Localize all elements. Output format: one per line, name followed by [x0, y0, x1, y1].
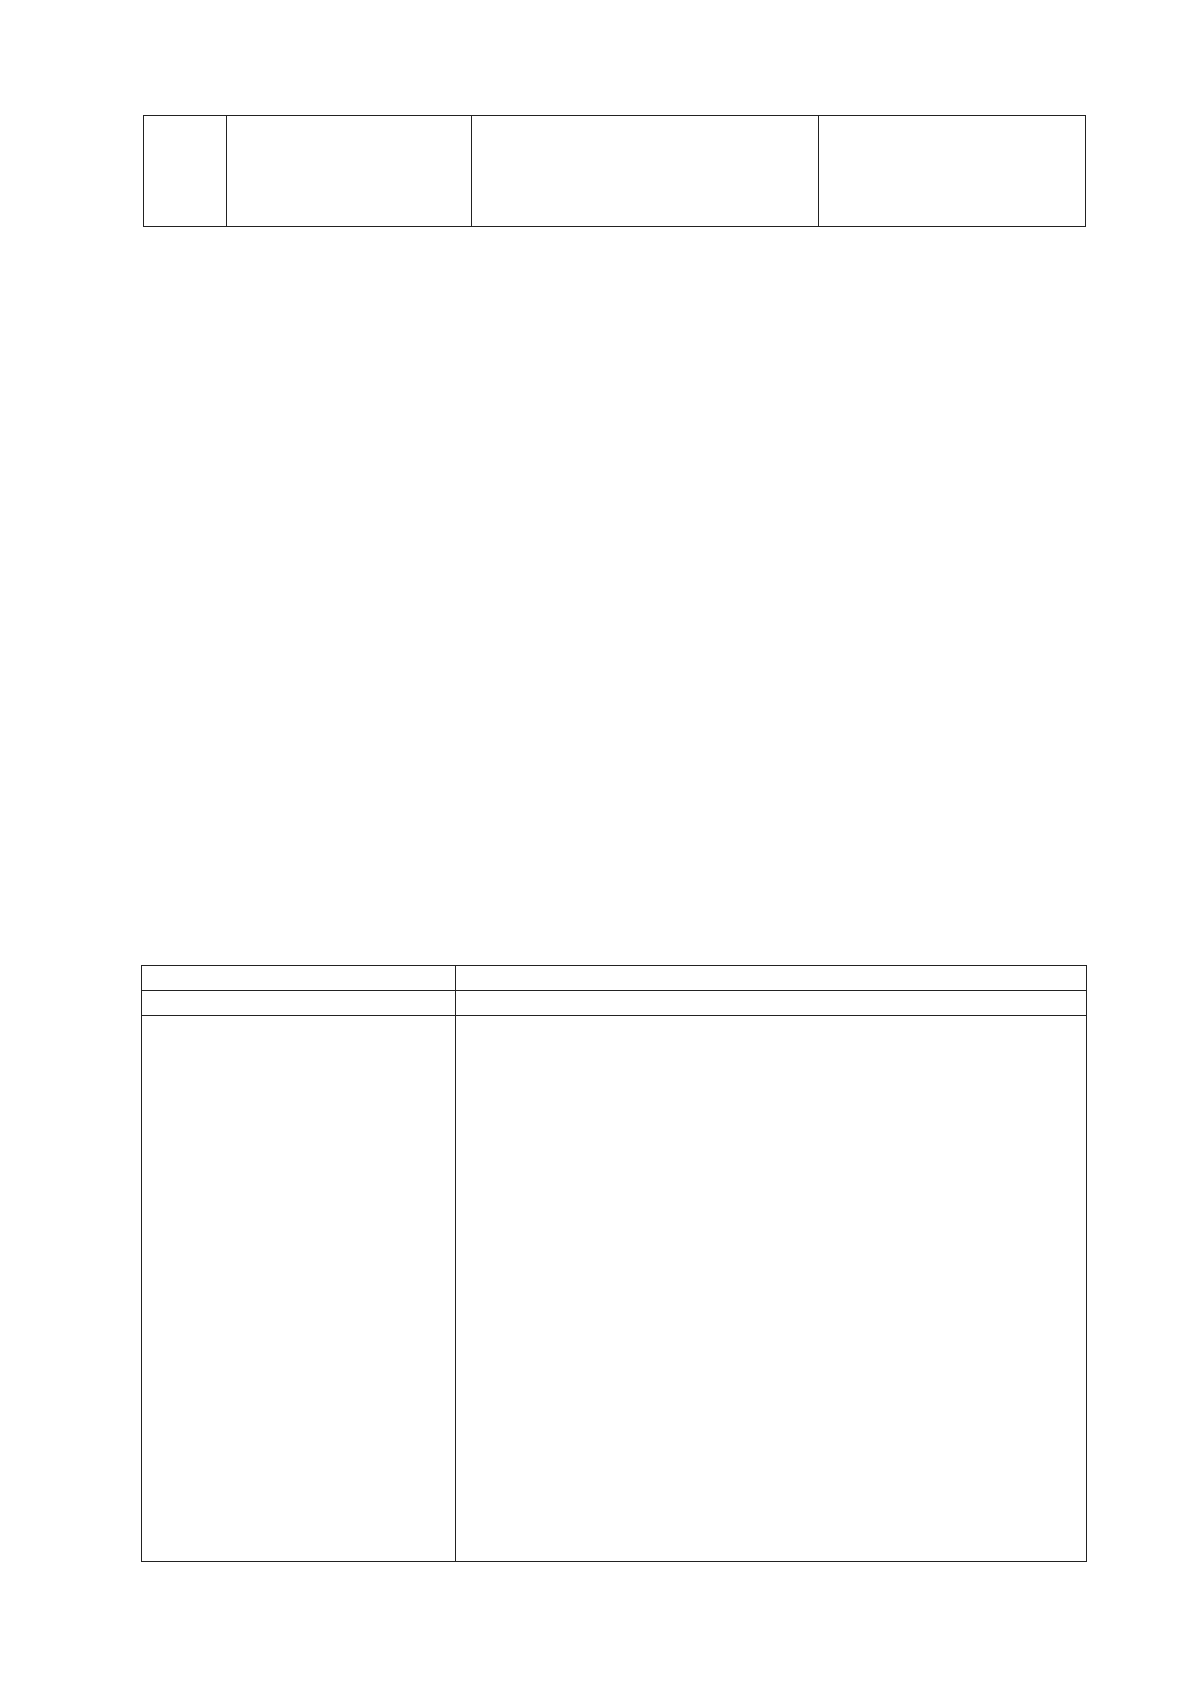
- forest-use-type-cell: [142, 1016, 456, 1562]
- table-row: [142, 1016, 1087, 1562]
- table-cell-buffer-zone: [819, 116, 1086, 227]
- forest-use-restrictions-table: [141, 965, 1087, 1562]
- table-cell-empty: [144, 116, 227, 227]
- table-row: [144, 116, 1086, 227]
- table-number-row: [142, 991, 1087, 1016]
- restrictions-cell: [456, 1016, 1087, 1562]
- table-header-row: [142, 966, 1087, 991]
- table-cell-empty: [227, 116, 472, 227]
- continued-table: [143, 115, 1086, 227]
- column-number-2: [456, 991, 1087, 1016]
- header-cell-restrictions: [456, 966, 1087, 991]
- table-cell-empty: [472, 116, 819, 227]
- header-cell-forest-use-type: [142, 966, 456, 991]
- column-number-1: [142, 991, 456, 1016]
